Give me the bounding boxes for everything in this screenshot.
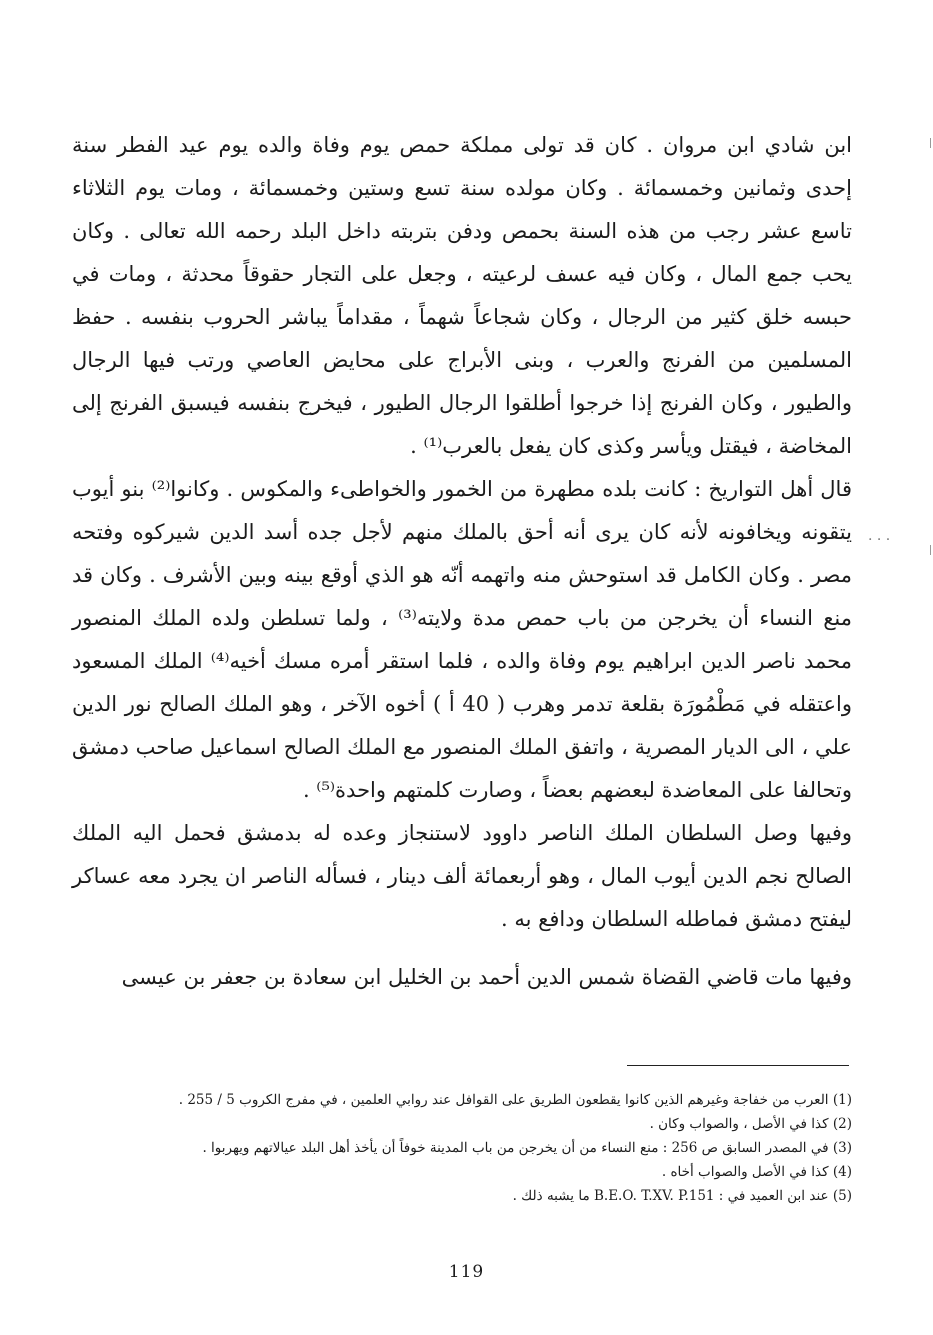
page-number: 119 xyxy=(448,1262,485,1282)
margin-tick xyxy=(930,545,931,555)
footnotes xyxy=(72,1088,852,1208)
paragraph-text: قال أهل التواريخ : كانت بلده مطهرة من الخمور والخواطىء والمكوس . وكانوا⁽²⁾ بنو أيوب يتقونه ويخافونه لأنه كان يرى أنه أحق بالملك منهم لأجل جده أسد الدين شيركوه وفتحه مصر . وكان الكامل قد استوحش منه واتهمه أنّه هو الذي أوقع بينه وبين الأشرف . وكان قد منع النساء أن يخرجن من باب حمص مدة ولايته⁽³⁾ ، ولما تسلطن ولده الملك المنصور محمد ناصر الدين ابراهيم يوم وفاة والده ، فلما استقر أمره مسك أخيه⁽⁴⁾ الملك المسعود واعتقله في مَطْمُورَة بقلعة تدمر وهرب ( 40 أ ) أخوه الآخر ، وهو الملك الصالح نور الدين علي ، الى الديار المصرية ، واتفق الملك المنصور مع الملك الصالح اسماعيل صاحب دمشق وتحالفا على المعاضدة لبعضهم بعضاً ، وصارت كلمتهم واحدة⁽⁵⁾ . xyxy=(72,477,852,802)
paragraph-text: وفيها وصل السلطان الملك الناصر داوود لاستنجاز وعده له بدمشق فحمل اليه الملك الصالح نجم الدين أيوب المال ، وهو أربعمائة ألف دينار ، فسأله الناصر ان يجرد معه عساكر ليفتح دمشق فماطله السلطان ودافع به . xyxy=(72,821,852,931)
margin-tick xyxy=(930,138,931,148)
footnote-separator xyxy=(627,1065,849,1066)
footnote-5: (5) عند ابن العميد في : B.E.O. T.XV. P.151 ما يشبه ذلك . xyxy=(512,1188,852,1204)
paragraph-4 xyxy=(72,956,852,999)
paragraph-1 xyxy=(72,124,852,468)
footnote-3: (3) في المصدر السابق ص 256 : منع النساء من أن يخرجن من باب المدينة خوفاً أن يأخذ أهل البلد عيالاتهم ويهربوا . xyxy=(202,1140,852,1156)
footnote-1: (1) العرب من خفاجة وغيرهم الذين كانوا يقطعون الطريق على القوافل عند روابي العلمين ، في مفرج الكروب 5 / 255 . xyxy=(178,1092,852,1108)
footnote-2: (2) كذا في الأصل ، والصواب وكان . xyxy=(649,1116,852,1132)
paragraph-2 xyxy=(72,468,852,812)
margin-marks: . . . xyxy=(868,528,891,544)
paragraph-3 xyxy=(72,812,852,941)
paragraph-text: وفيها مات قاضي القضاة شمس الدين أحمد بن الخليل ابن سعادة بن جعفر بن عيسى xyxy=(121,965,852,989)
footnote-4: (4) كذا في الأصل والصواب أخاه . xyxy=(661,1164,852,1180)
paragraph-text: ابن شادي ابن مروان . كان قد تولى مملكة حمص يوم وفاة والده يوم عيد الفطر سنة إحدى وثمانين وخمسمائة . وكان مولده سنة تسع وستين وخمسمائة ، ومات يوم الثلاثاء تاسع عشر رجب من هذه السنة بحمص ودفن بتربته داخل البلد رحمه الله تعالى . وكان يحب جمع المال ، وكان فيه عسف لرعيته ، وجعل على التجار حقوقاً محدثة ، ومات في حبسه خلق كثير من الرجال ، وكان شجاعاً شهماً ، مقداماً يباشر الحروب بنفسه . حفظ المسلمين من الفرنج والعرب ، وبنى الأبراج على محايض العاصي ورتب فيها الرجال والطيور ، وكان الفرنج إذا خرجوا أطلقوا الرجال الطيور ، فيخرج بنفسه فيسبق الفرنج إلى المخاضة ، فيقتل ويأسر وكذى كان يفعل بالعرب⁽¹⁾ . xyxy=(72,133,852,458)
